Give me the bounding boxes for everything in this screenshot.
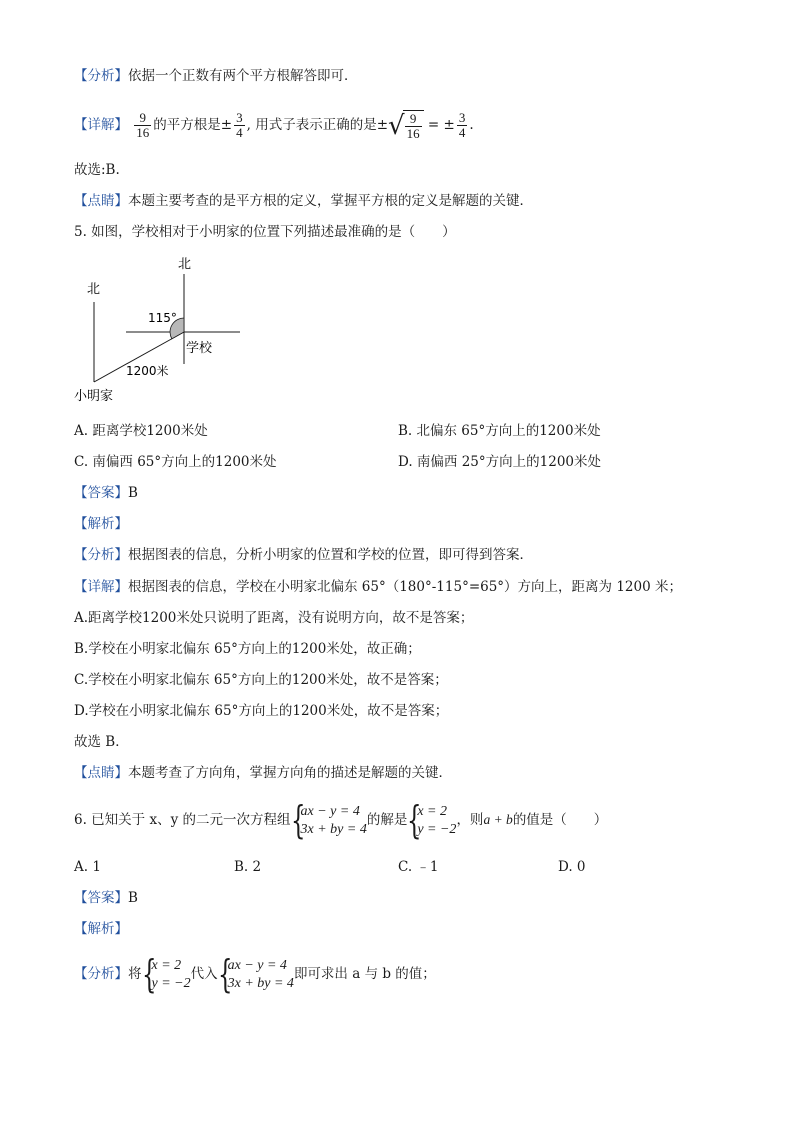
review-text: 本题考查了方向角，掌握方向角的描述是解题的关键． <box>128 765 452 781</box>
sqrt-expression: √ $\frac{9}{16}$ <box>388 110 424 141</box>
analysis-text: 根据图表的信息，分析小明家的位置和学校的位置，即可得到答案． <box>128 547 533 563</box>
into-eq-2: 3x + by = 4 <box>227 975 294 991</box>
answer-tag: 【答案】 <box>74 485 128 501</box>
target-system: { ax − y = 4 3x + by = 4 <box>217 951 294 996</box>
explain-tag: 【解析】 <box>74 516 128 532</box>
q6-option-d: D. 0 <box>558 859 586 875</box>
angle-label: 115° <box>148 311 177 325</box>
q5-line-b: B.学校在小明家北偏东 65°方向上的1200米处，故正确； <box>74 641 421 657</box>
q5-stem: 5. 如图，学校相对于小明家的位置下列描述最准确的是（ ） <box>74 224 456 240</box>
direction-figure <box>70 252 250 407</box>
q5-line-d: D.学校在小明家北偏东 65°方向上的1200米处，故不是答案； <box>74 703 449 719</box>
detail-text: 根据图表的信息，学校在小明家北偏东 65°（180°-115°=65°）方向上，距离为 1200 米； <box>128 579 682 595</box>
answer-value: B <box>128 485 138 501</box>
q5-option-a: A. 距离学校1200米处 <box>74 423 208 439</box>
distance-label: 1200米 <box>126 364 169 378</box>
equation-system: { ax − y = 4 3x + by = 4 <box>290 797 367 842</box>
north-label-home: 北 <box>87 282 101 297</box>
into-eq-1: ax − y = 4 <box>227 957 287 973</box>
q5-choice: 故选 B． <box>74 734 129 750</box>
solution-system: { x = 2 y = −2 <box>407 797 457 842</box>
q6-option-a: A. 1 <box>74 859 101 875</box>
q5-line-a: A.距离学校1200米处只说明了距离，没有说明方向，故不是答案； <box>74 610 474 626</box>
detail-tag: 【详解】 <box>74 117 128 133</box>
fraction-9-16: $\frac{9}{16}$ <box>136 110 150 140</box>
q4-detail-line <box>74 110 474 141</box>
analysis-tag: 【分析】 <box>74 68 128 84</box>
school-label: 学校 <box>186 341 213 356</box>
stem-post-2: 的值是（ ） <box>512 812 608 828</box>
system-eq-1: ax − y = 4 <box>300 803 360 819</box>
q5-review-line <box>74 763 452 783</box>
analysis-mid: 代入 <box>190 966 218 982</box>
q5-option-b: B. 北偏东 65°方向上的1200米处 <box>398 423 601 439</box>
analysis-tag: 【分析】 <box>74 547 128 563</box>
home-label: 小明家 <box>74 389 114 404</box>
q5-option-d: D. 南偏西 25°方向上的1200米处 <box>398 454 602 470</box>
q4-review-line <box>74 191 533 211</box>
q6-answer-line <box>74 888 138 908</box>
q5-answer-line <box>74 483 138 503</box>
analysis-text: 依据一个正数有两个平方根解答即可． <box>128 68 358 84</box>
review-tag: 【点睛】 <box>74 193 128 209</box>
explain-tag: 【解析】 <box>74 921 128 937</box>
q6-stem <box>74 797 608 842</box>
q6-analysis-line <box>74 951 436 996</box>
review-text: 本题主要考查的是平方根的定义，掌握平方根的定义是解题的关键． <box>128 193 533 209</box>
q5-explain-tag <box>74 514 128 534</box>
analysis-post: 即可求出 a 与 b 的值； <box>293 966 436 982</box>
analysis-tag: 【分析】 <box>74 966 128 982</box>
q5-detail-line <box>74 577 682 597</box>
answer-value: B <box>128 890 138 906</box>
detail-text-1: 的平方根是± <box>153 117 233 133</box>
sub-eq-2: y = −2 <box>151 975 191 991</box>
detail-text-2: , 用式子表示正确的是± <box>246 117 389 133</box>
stem-pre: 6. 已知关于 x、y 的二元一次方程组 <box>74 812 291 828</box>
stem-post-1: ，则 <box>456 812 484 828</box>
analysis-pre: 将 <box>128 966 142 982</box>
q4-choice: 故选:B. <box>74 162 120 178</box>
q6-option-b: B. 2 <box>234 859 262 875</box>
end-dot: . <box>469 117 474 133</box>
q5-line-c: C.学校在小明家北偏东 65°方向上的1200米处，故不是答案； <box>74 672 448 688</box>
stem-mid: 的解是 <box>366 812 408 828</box>
north-label-school: 北 <box>178 257 192 272</box>
detail-tag: 【详解】 <box>74 579 128 595</box>
q6-option-c: C. ﹣1 <box>398 859 439 875</box>
stem-expression: a + b <box>483 812 513 827</box>
q5-analysis-line <box>74 545 533 565</box>
sub-eq-1: x = 2 <box>151 957 182 973</box>
substitution-values: { x = 2 y = −2 <box>141 951 191 996</box>
q6-explain-tag <box>74 919 128 939</box>
q4-analysis-line <box>74 66 358 86</box>
system-eq-2: 3x + by = 4 <box>300 821 367 837</box>
fraction-3-4-result: $\frac{3}{4}$ <box>458 110 466 140</box>
fraction-3-4: $\frac{3}{4}$ <box>236 110 243 140</box>
review-tag: 【点睛】 <box>74 765 128 781</box>
solution-eq-1: x = 2 <box>417 803 447 819</box>
answer-tag: 【答案】 <box>74 890 128 906</box>
solution-eq-2: y = −2 <box>417 821 457 837</box>
equals-plus-minus: = ± <box>427 117 455 133</box>
q5-option-c: C. 南偏西 65°方向上的1200米处 <box>74 454 277 470</box>
